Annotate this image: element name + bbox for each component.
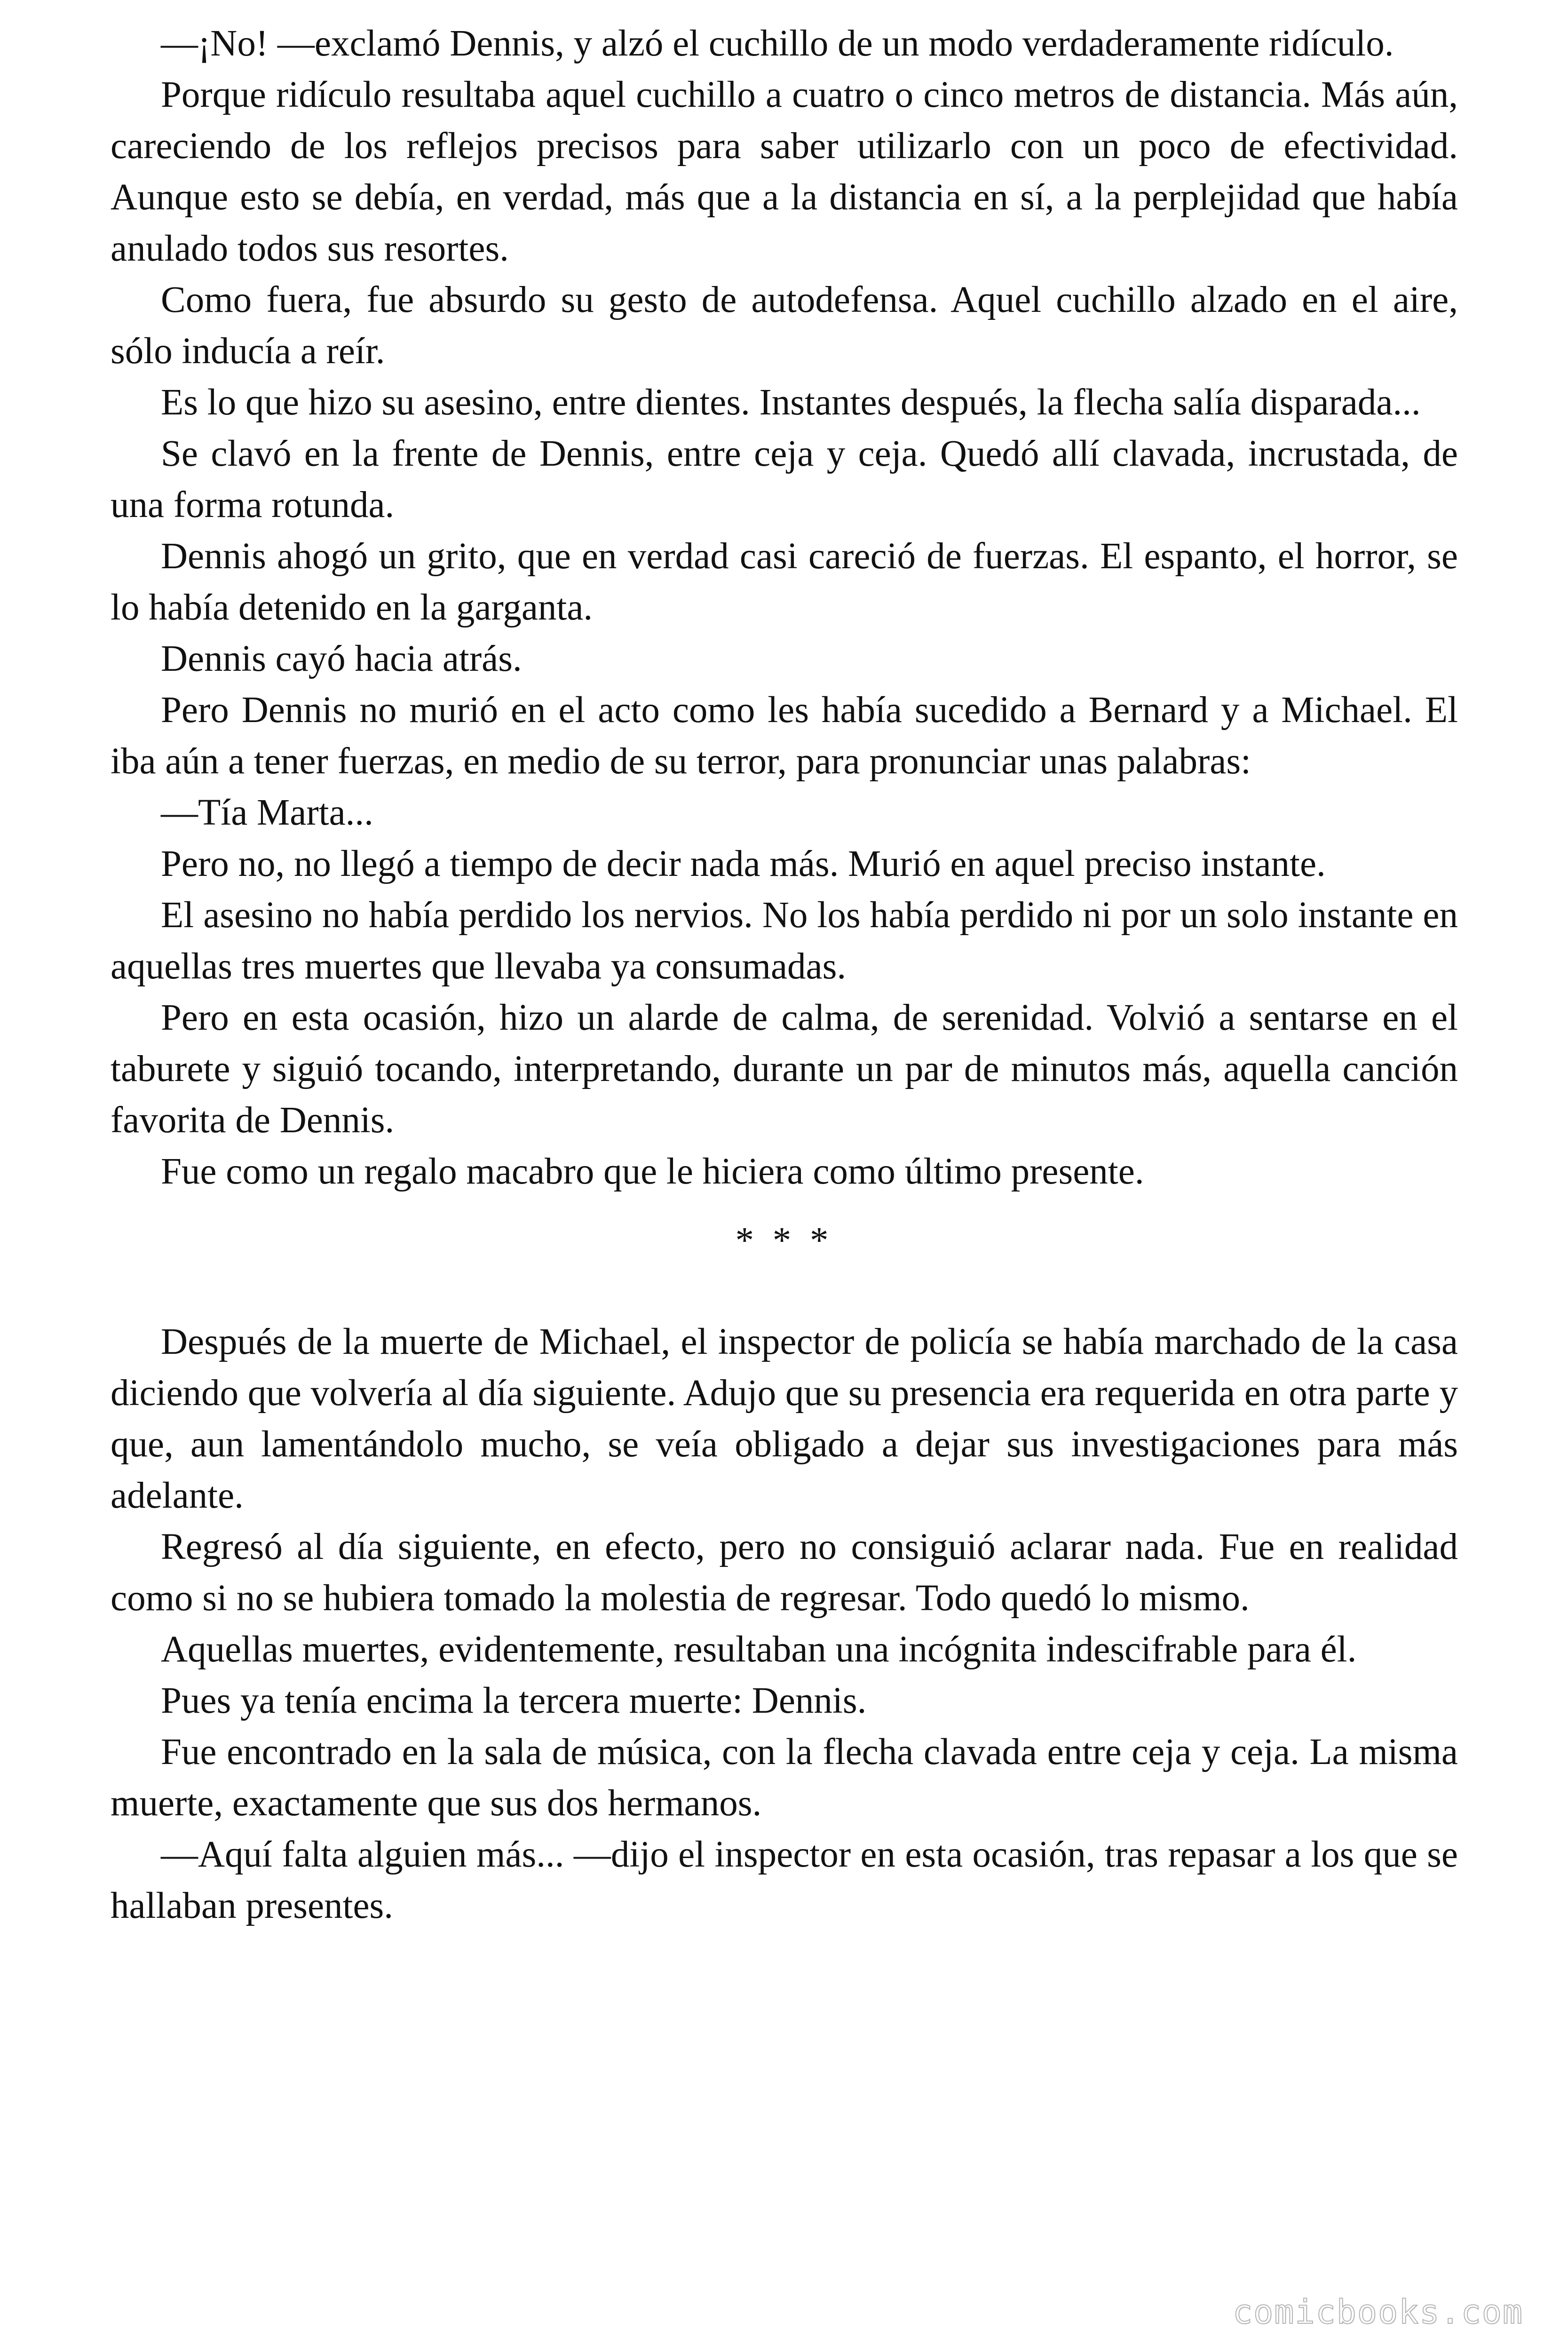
body-text xyxy=(111,18,1458,1931)
paragraph: —Aquí falta alguien más... —dijo el inspector en esta ocasión, tras repasar a los que se hallaban presentes. xyxy=(111,1834,1458,1926)
paragraph: Pero Dennis no murió en el acto como les había sucedido a Bernard y a Michael. El iba aún a tener fuerzas, en medio de su terror, para pronunciar unas palabras: xyxy=(111,690,1458,782)
paragraph: Como fuera, fue absurdo su gesto de autodefensa. Aquel cuchillo alzado en el aire, sólo inducía a reír. xyxy=(111,279,1458,372)
paragraph: Regresó al día siguiente, en efecto, pero no consiguió aclarar nada. Fue en realidad como si no se hubiera tomado la molestia de regresar. Todo quedó lo mismo. xyxy=(111,1526,1458,1619)
paragraph: Pero no, no llegó a tiempo de decir nada más. Murió en aquel preciso instante. xyxy=(161,843,1326,884)
paragraph: Dennis ahogó un grito, que en verdad casi careció de fuerzas. El espanto, el horror, se lo había detenido en la garganta. xyxy=(111,536,1458,628)
paragraph: —¡No! —exclamó Dennis, y alzó el cuchillo de un modo verdaderamente ridículo. xyxy=(161,23,1394,64)
watermark: comicbooks.com xyxy=(1232,2293,1523,2331)
section-separator: * * * xyxy=(735,1220,833,1261)
paragraph: Es lo que hizo su asesino, entre dientes. Instantes después, la flecha salía disparada... xyxy=(161,382,1421,423)
paragraph: Aquellas muertes, evidentemente, resultaban una incógnita indescifrable para él. xyxy=(161,1629,1357,1670)
paragraph: Fue como un regalo macabro que le hiciera como último presente. xyxy=(161,1151,1144,1192)
paragraph: Dennis cayó hacia atrás. xyxy=(161,638,522,679)
paragraph: Después de la muerte de Michael, el inspector de policía se había marchado de la casa diciendo que volvería al día siguiente. Adujo que su presencia era requerida en otra parte y que, aun lamentándolo mucho, se veía obligado a dejar sus investigaciones para más adelante. xyxy=(111,1321,1458,1516)
paragraph: Pero en esta ocasión, hizo un alarde de calma, de serenidad. Volvió a sentarse en el taburete y siguió tocando, interpretando, durante un par de minutos más, aquella canción favorita de Dennis. xyxy=(111,997,1458,1141)
paragraph: Fue encontrado en la sala de música, con la flecha clavada entre ceja y ceja. La misma muerte, exactamente que sus dos hermanos. xyxy=(111,1732,1458,1824)
paragraph: Se clavó en la frente de Dennis, entre ceja y ceja. Quedó allí clavada, incrustada, de una forma rotunda. xyxy=(111,433,1458,525)
paragraph: El asesino no había perdido los nervios. No los había perdido ni por un solo instante en aquellas tres muertes que llevaba ya consumadas. xyxy=(111,895,1458,987)
paragraph: Pues ya tenía encima la tercera muerte: Dennis. xyxy=(161,1680,867,1721)
paragraph: Porque ridículo resultaba aquel cuchillo a cuatro o cinco metros de distancia. Más aún, careciendo de los reflejos precisos para saber utilizarlo con un poco de efectividad. Aunque esto se debía, en verdad, más que a la distancia en sí, a la perplejidad que había anulado todos sus resortes. xyxy=(111,74,1458,269)
paragraph: —Tía Marta... xyxy=(161,792,373,833)
